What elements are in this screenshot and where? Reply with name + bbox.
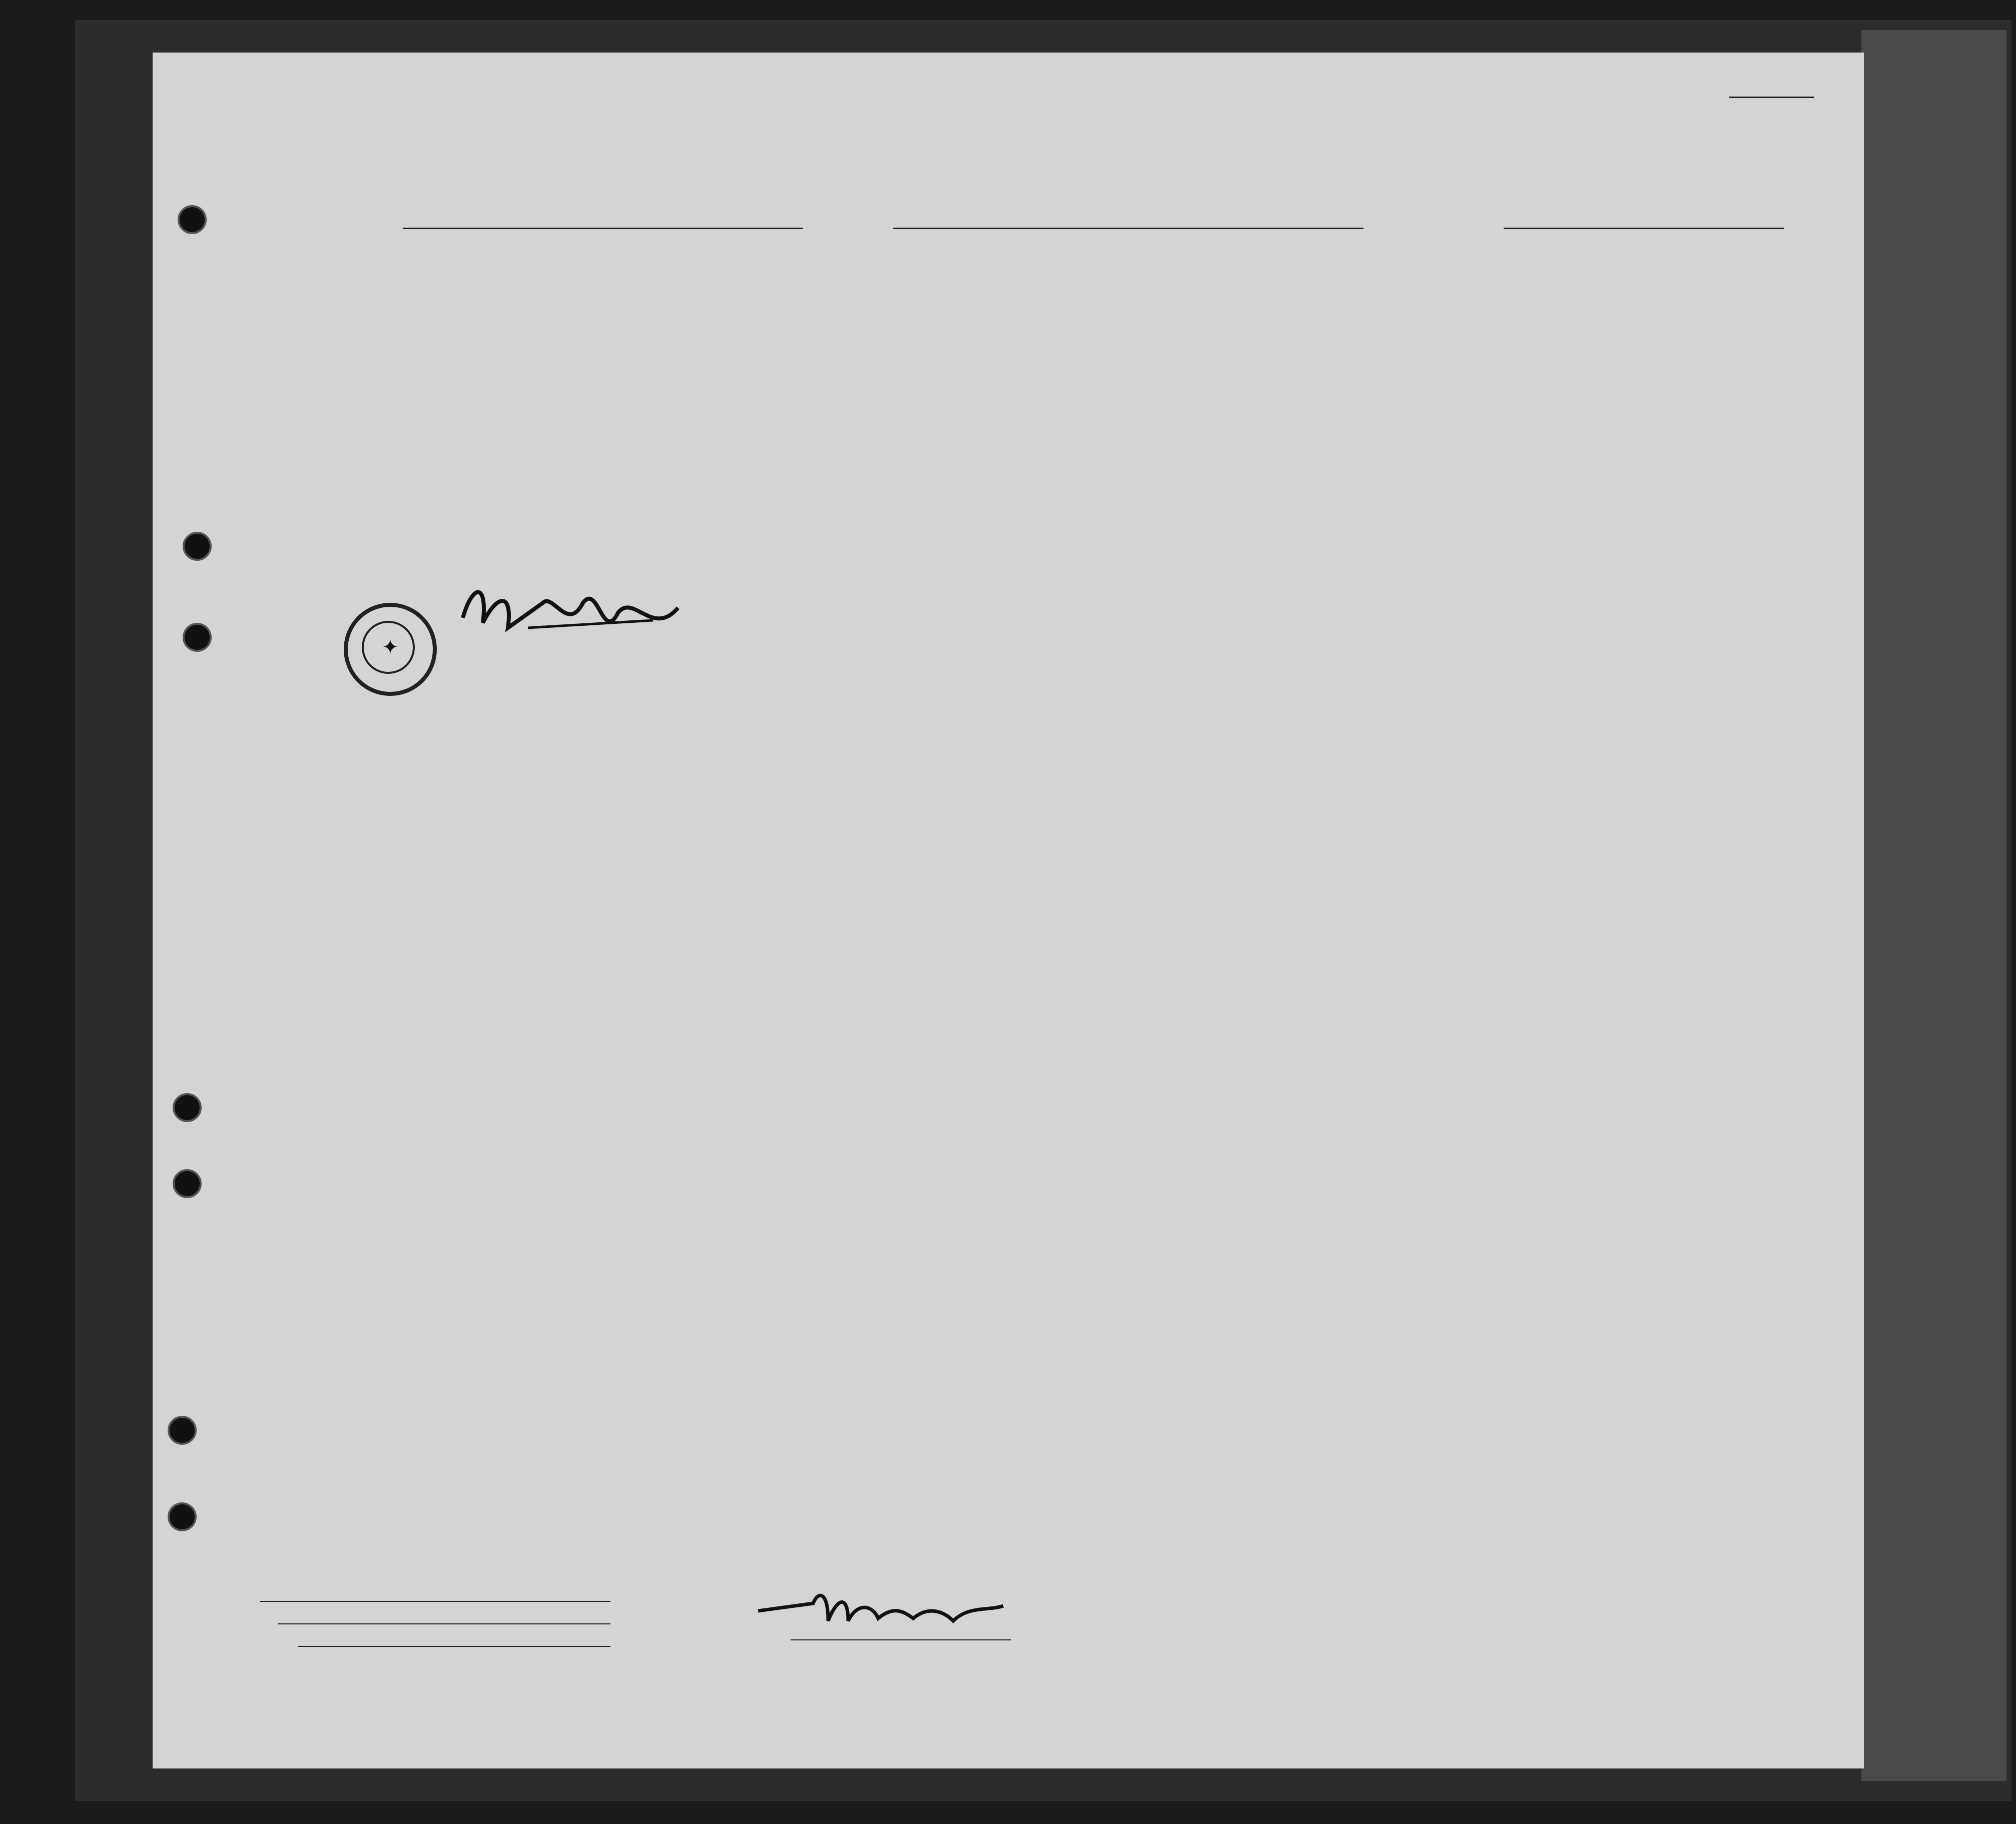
punch-hole <box>173 1169 202 1198</box>
punch-hole <box>183 623 212 652</box>
manifest-sheet <box>153 53 1864 1768</box>
eagle-icon: ✦ <box>382 636 399 658</box>
punch-hole <box>168 1416 197 1445</box>
punch-hole <box>183 532 212 561</box>
line-field <box>260 1601 610 1602</box>
inspector-signature <box>753 1576 1033 1646</box>
consul-signature <box>453 573 693 648</box>
consulate-seal <box>344 603 437 696</box>
local-agents-field <box>298 1646 610 1647</box>
inspector-line <box>791 1639 1011 1640</box>
backing-edge <box>1861 30 2006 1781</box>
owners-field <box>278 1623 610 1624</box>
manifest-grid <box>153 53 1864 1768</box>
punch-hole <box>173 1093 202 1122</box>
punch-hole <box>168 1502 197 1531</box>
